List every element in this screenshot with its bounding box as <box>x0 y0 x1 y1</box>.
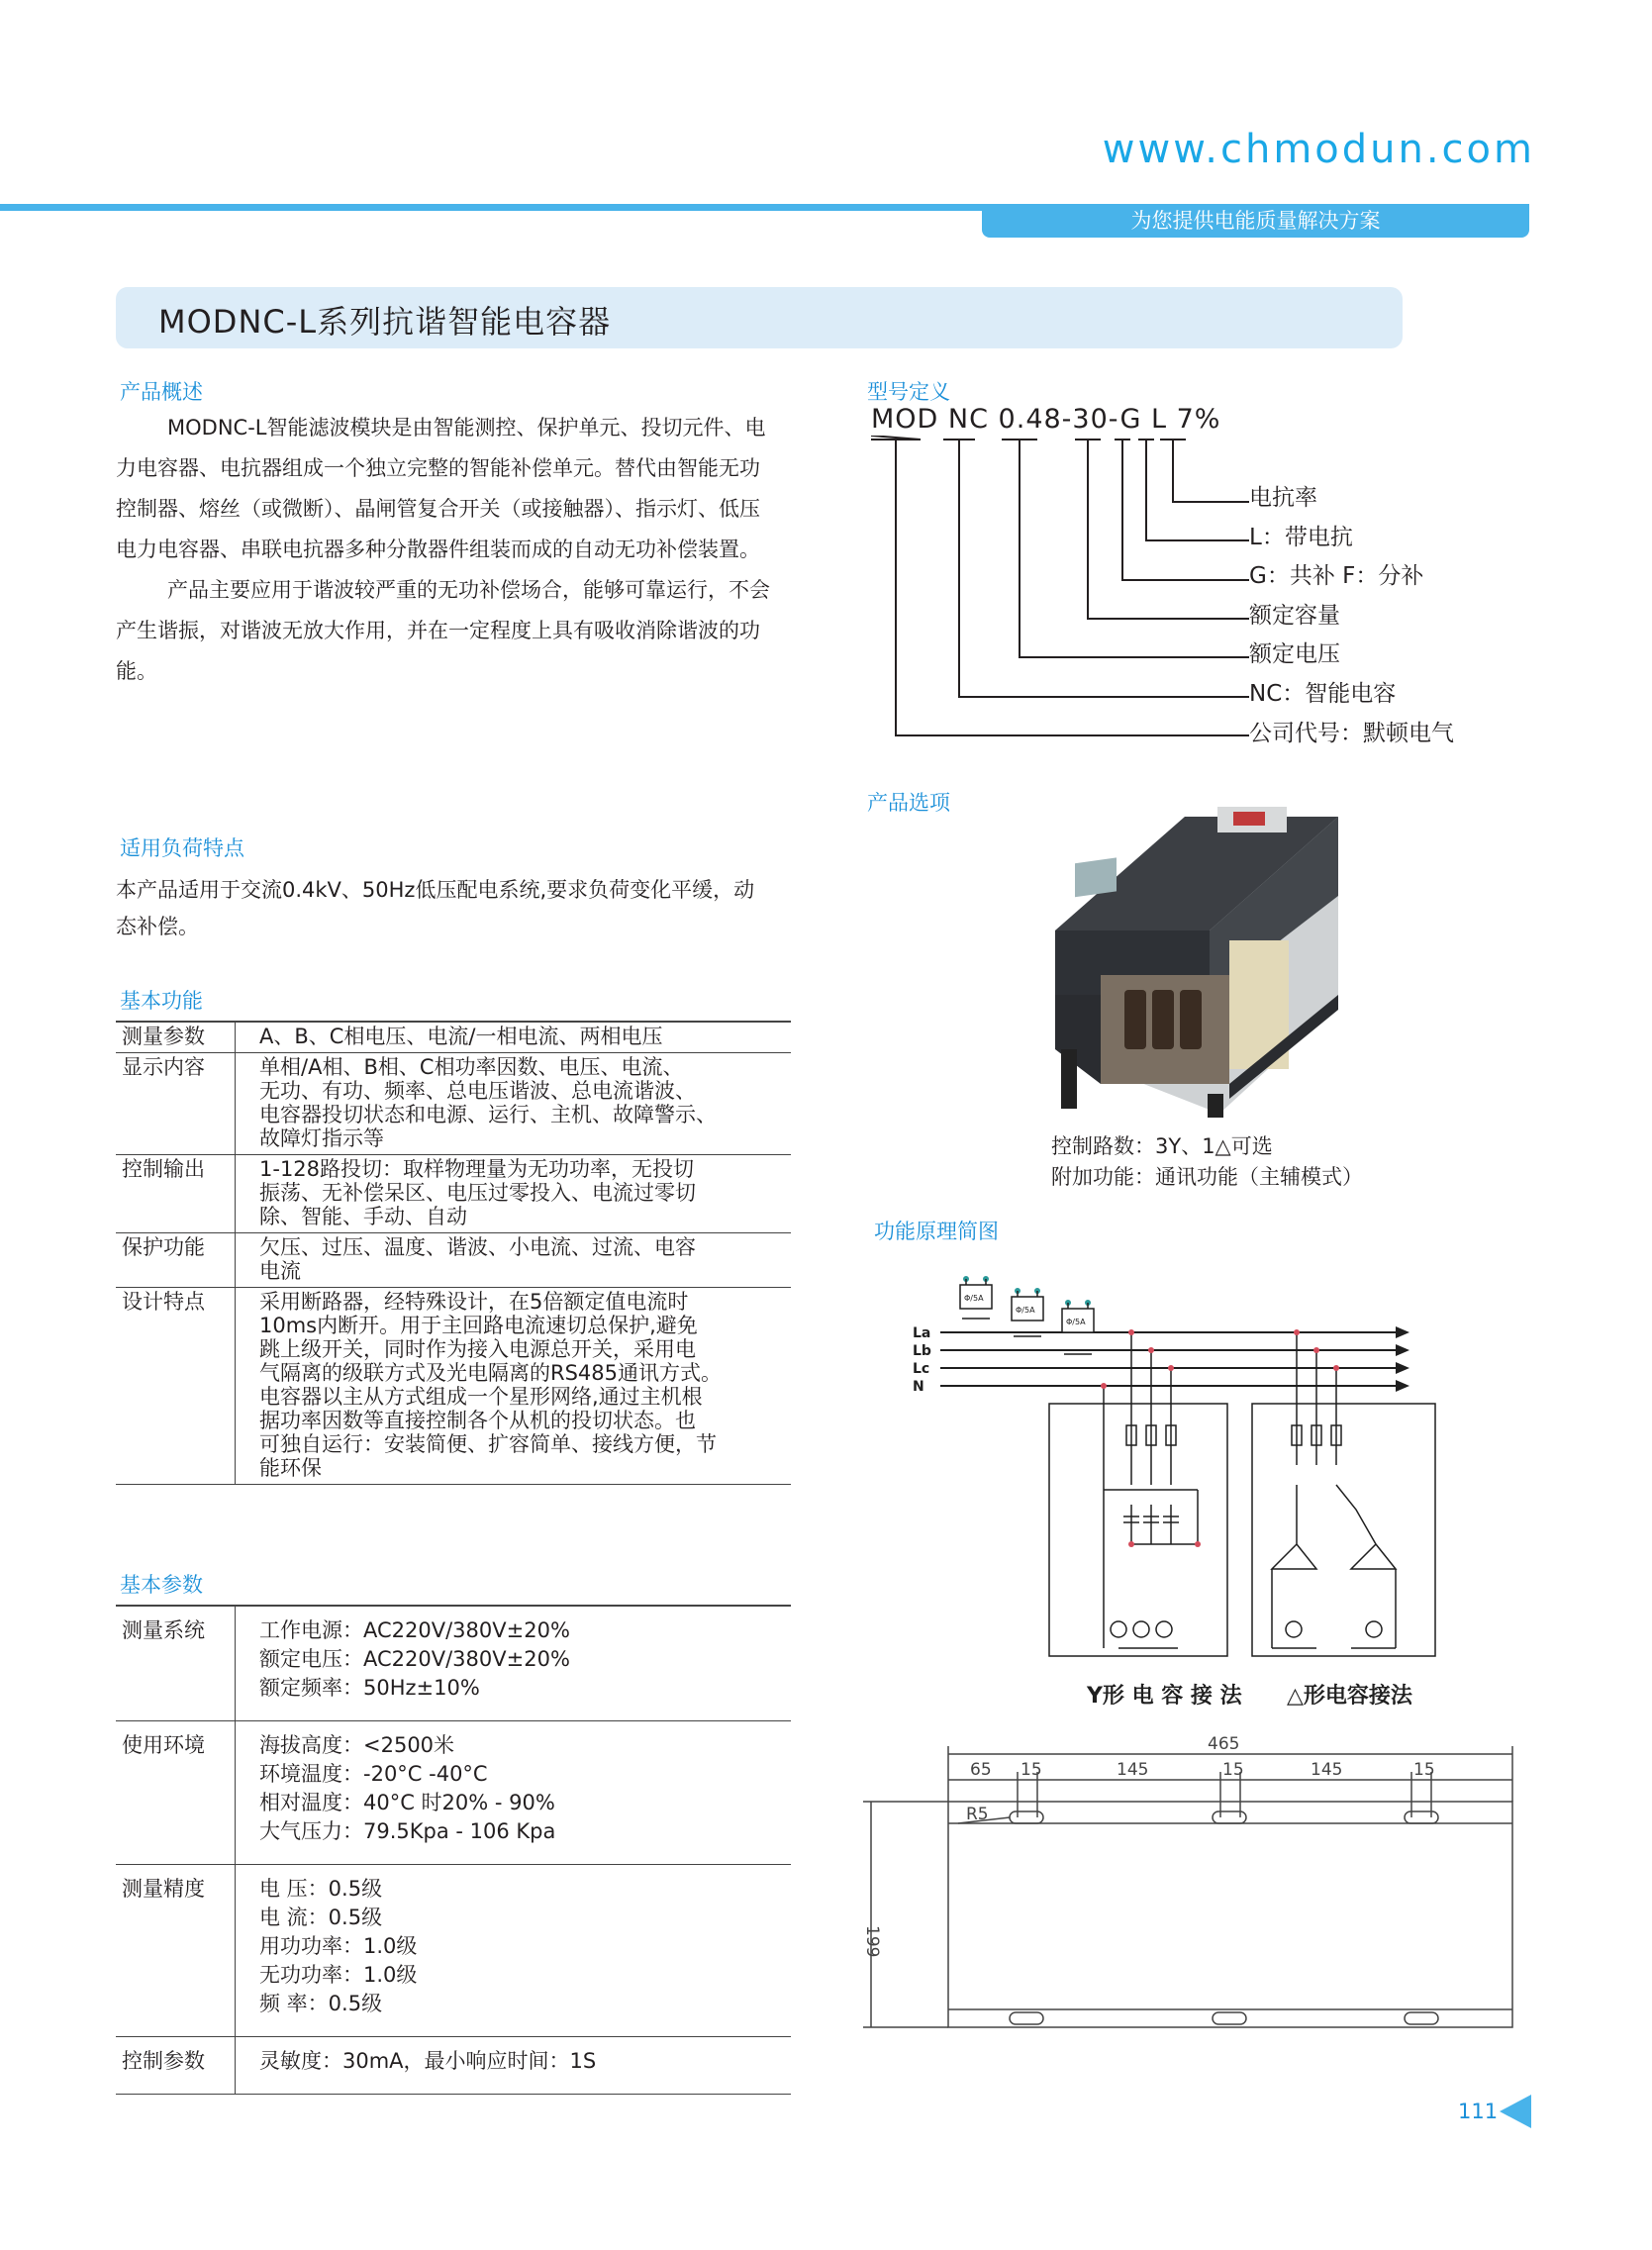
basic-param-key: 使用环境 <box>116 1721 236 1865</box>
page-arrow-icon <box>1500 2095 1531 2128</box>
basic-functions-heading: 基本功能 <box>120 989 203 1013</box>
basic-function-value-line: 单相/A相、B相、C相功率因数、电压、电流、 <box>259 1055 684 1079</box>
model-bracket-diagram <box>871 436 1257 742</box>
model-label: 额定容量 <box>1249 602 1340 629</box>
overview-text <box>116 408 774 692</box>
options-line-2: 附加功能：通讯功能（主辅模式） <box>1051 1165 1363 1189</box>
basic-function-value <box>236 1155 792 1233</box>
dim-65: 65 <box>970 1760 992 1780</box>
model-labels <box>1249 479 1454 753</box>
ct-label-3: Φ/5A <box>1066 1318 1086 1326</box>
basic-function-value-line: 电容器投切状态和电源、运行、主机、故障警示、 <box>259 1103 717 1126</box>
leader-capacity <box>1088 440 1249 619</box>
dimension-outline <box>948 1802 1512 2027</box>
basic-function-row <box>116 1233 791 1288</box>
basic-function-key: 保护功能 <box>116 1233 236 1288</box>
model-label: 公司代号：默顿电气 <box>1249 720 1454 746</box>
overview-paragraph-1: MODNC-L智能滤波模块是由智能测控、保护单元、投切元件、电力电容器、电抗器组成一个独立完整的智能补偿单元。替代由智能无功控制器、熔丝（或微断）、晶闸管复合开关（或接触器）、指示灯、低压电力电容器、串联电抗器多种分散器件组装而成的自动无功补偿装置。 <box>116 416 766 561</box>
basic-function-row <box>116 1288 791 1485</box>
basic-param-row <box>116 1721 791 1865</box>
model-label: 额定电压 <box>1249 641 1340 668</box>
tagline-bar: 为您提供电能质量解决方案 <box>982 204 1529 238</box>
model-code: MOD NC 0.48-30-G L 7% <box>871 404 1221 435</box>
basic-function-key: 设计特点 <box>116 1288 236 1485</box>
bus-label-lb: Lb <box>913 1343 931 1359</box>
basic-function-value-line: 电容器以主从方式组成一个星形网络,通过主机根 <box>259 1385 703 1409</box>
basic-function-value-line: 跳上级开关，同时作为接入电源总开关，采用电 <box>259 1337 696 1361</box>
basic-function-key: 显示内容 <box>116 1053 236 1155</box>
basic-function-value-line: 电流 <box>259 1259 301 1283</box>
basic-function-value-line: 无功、有功、频率、总电压谐波、总电流谐波、 <box>259 1079 696 1103</box>
options-line-1: 控制路数：3Y、1△可选 <box>1051 1134 1273 1158</box>
model-heading: 型号定义 <box>867 380 950 404</box>
options-text <box>1051 1131 1363 1193</box>
principle-diagram <box>901 1257 1455 1742</box>
basic-function-key: 测量参数 <box>116 1022 236 1053</box>
basic-function-value-line: 1-128路投切：取样物理量为无功功率，无投切 <box>259 1157 695 1181</box>
basic-function-value-line: 采用断路器，经特殊设计，在5倍额定值电流时 <box>259 1290 689 1314</box>
basic-function-row <box>116 1053 791 1155</box>
basic-param-value-line: 电 压：0.5级 <box>259 1877 383 1901</box>
model-label: G：共补 F：分补 <box>1249 563 1424 590</box>
dim-145-b: 145 <box>1311 1760 1343 1780</box>
basic-function-row <box>116 1022 791 1053</box>
load-text: 本产品适用于交流0.4kV、50Hz低压配电系统,要求负荷变化平缓，动态补偿。 <box>116 878 755 938</box>
basic-function-value <box>236 1288 792 1485</box>
basic-param-value-line: 海拔高度：<2500米 <box>259 1733 455 1757</box>
basic-param-value-line: 工作电源：AC220V/380V±20% <box>259 1618 570 1642</box>
leader-l <box>1146 440 1249 540</box>
basic-param-value <box>236 1721 792 1865</box>
ct-label-1: Φ/5A <box>964 1294 984 1303</box>
dim-15-c: 15 <box>1413 1760 1435 1780</box>
basic-function-value-line: 振荡、无补偿呆区、电压过零投入、电流过零切 <box>259 1181 696 1205</box>
basic-param-value-line: 大气压力：79.5Kpa - 106 Kpa <box>259 1819 556 1843</box>
ct-label-2: Φ/5A <box>1016 1306 1035 1315</box>
basic-param-value-line: 额定频率：50Hz±10% <box>259 1676 480 1700</box>
basic-param-value-line: 灵敏度：30mA，最小响应时间：1S <box>259 2049 597 2073</box>
basic-params-table <box>116 1605 791 2095</box>
basic-param-value-line: 频 率：0.5级 <box>259 1992 383 2015</box>
basic-param-key: 测量精度 <box>116 1865 236 2037</box>
principle-heading: 功能原理简图 <box>874 1220 999 1243</box>
basic-param-row <box>116 1865 791 2037</box>
basic-functions-table <box>116 1021 791 1485</box>
basic-function-value-line: 气隔离的级联方式及光电隔离的RS485通讯方式。 <box>259 1361 723 1385</box>
basic-param-value <box>236 1606 792 1721</box>
basic-params-heading: 基本参数 <box>120 1573 203 1597</box>
basic-param-value-line: 相对温度：40°C 时20% - 90% <box>259 1791 555 1814</box>
basic-function-value <box>236 1053 792 1155</box>
basic-param-value <box>236 1865 792 2037</box>
basic-param-value-line: 环境温度：-20°C -40°C <box>259 1762 488 1786</box>
bus-label-la: La <box>913 1325 931 1341</box>
basic-function-value-line: 欠压、过压、温度、谐波、小电流、过流、电容 <box>259 1235 696 1259</box>
basic-param-key: 测量系统 <box>116 1606 236 1721</box>
basic-function-value-line: 故障灯指示等 <box>259 1126 384 1150</box>
leader-company <box>896 440 1249 735</box>
overview-paragraph-2: 产品主要应用于谐波较严重的无功补偿场合，能够可靠运行，不会产生谐振，对谐波无放大作用，并在一定程度上具有吸收消除谐波的功能。 <box>116 578 770 683</box>
dim-height: 199 <box>862 1925 882 1958</box>
basic-function-key: 控制输出 <box>116 1155 236 1233</box>
basic-param-value-line: 额定电压：AC220V/380V±20% <box>259 1647 570 1671</box>
basic-params-table-wrap <box>116 1605 791 2095</box>
leader-rate <box>1173 440 1249 502</box>
basic-param-row <box>116 2037 791 2095</box>
basic-function-value-line: 10ms内断开。用于主回路电流速切总保护,避免 <box>259 1314 698 1337</box>
product-photo <box>1041 807 1338 1119</box>
dim-15-b: 15 <box>1222 1760 1244 1780</box>
basic-param-value-line: 无功功率：1.0级 <box>259 1963 418 1987</box>
basic-function-value <box>236 1022 792 1053</box>
basic-function-row <box>116 1155 791 1233</box>
overview-heading: 产品概述 <box>120 380 203 404</box>
basic-function-value-line: 能环保 <box>259 1456 322 1480</box>
basic-param-row <box>116 1606 791 1721</box>
options-heading: 产品选项 <box>867 791 950 815</box>
bus-label-n: N <box>913 1379 924 1395</box>
model-label: NC：智能电容 <box>1249 680 1397 707</box>
leader-g <box>1122 440 1249 580</box>
model-label: L：带电抗 <box>1249 524 1353 550</box>
basic-param-value-line: 用功功率：1.0级 <box>259 1934 418 1958</box>
site-url[interactable]: www.chmodun.com <box>1102 127 1535 172</box>
basic-param-value <box>236 2037 792 2095</box>
load-heading: 适用负荷特点 <box>120 836 244 860</box>
dim-total: 465 <box>1208 1734 1240 1754</box>
dim-15-a: 15 <box>1020 1760 1042 1780</box>
basic-function-value <box>236 1233 792 1288</box>
basic-function-value-line: 除、智能、手动、自动 <box>259 1205 467 1228</box>
basic-param-value-line: 电 流：0.5级 <box>259 1906 383 1929</box>
y-caption: Y形 电 容 接 法 <box>1087 1684 1242 1709</box>
model-label: 电抗率 <box>1249 485 1317 511</box>
bus-label-lc: Lc <box>913 1361 930 1377</box>
dim-radius: R5 <box>966 1805 989 1824</box>
dim-145-a: 145 <box>1117 1760 1149 1780</box>
delta-caption: △形电容接法 <box>1287 1684 1412 1709</box>
leader-voltage <box>1020 440 1249 657</box>
basic-functions-table-wrap <box>116 1021 791 1485</box>
page-title: MODNC-L系列抗谐智能电容器 <box>158 303 612 341</box>
basic-param-key: 控制参数 <box>116 2037 236 2095</box>
basic-function-value-line: 可独自运行：安装简便、扩容简单、接线方便，节 <box>259 1432 717 1456</box>
basic-function-value-line: A、B、C相电压、电流/一相电流、两相电压 <box>259 1025 663 1048</box>
page-number: 111 <box>1458 2100 1499 2123</box>
basic-function-value-line: 据功率因数等直接控制各个从机的投切状态。也 <box>259 1409 696 1432</box>
dimension-drawing <box>859 1732 1522 2069</box>
